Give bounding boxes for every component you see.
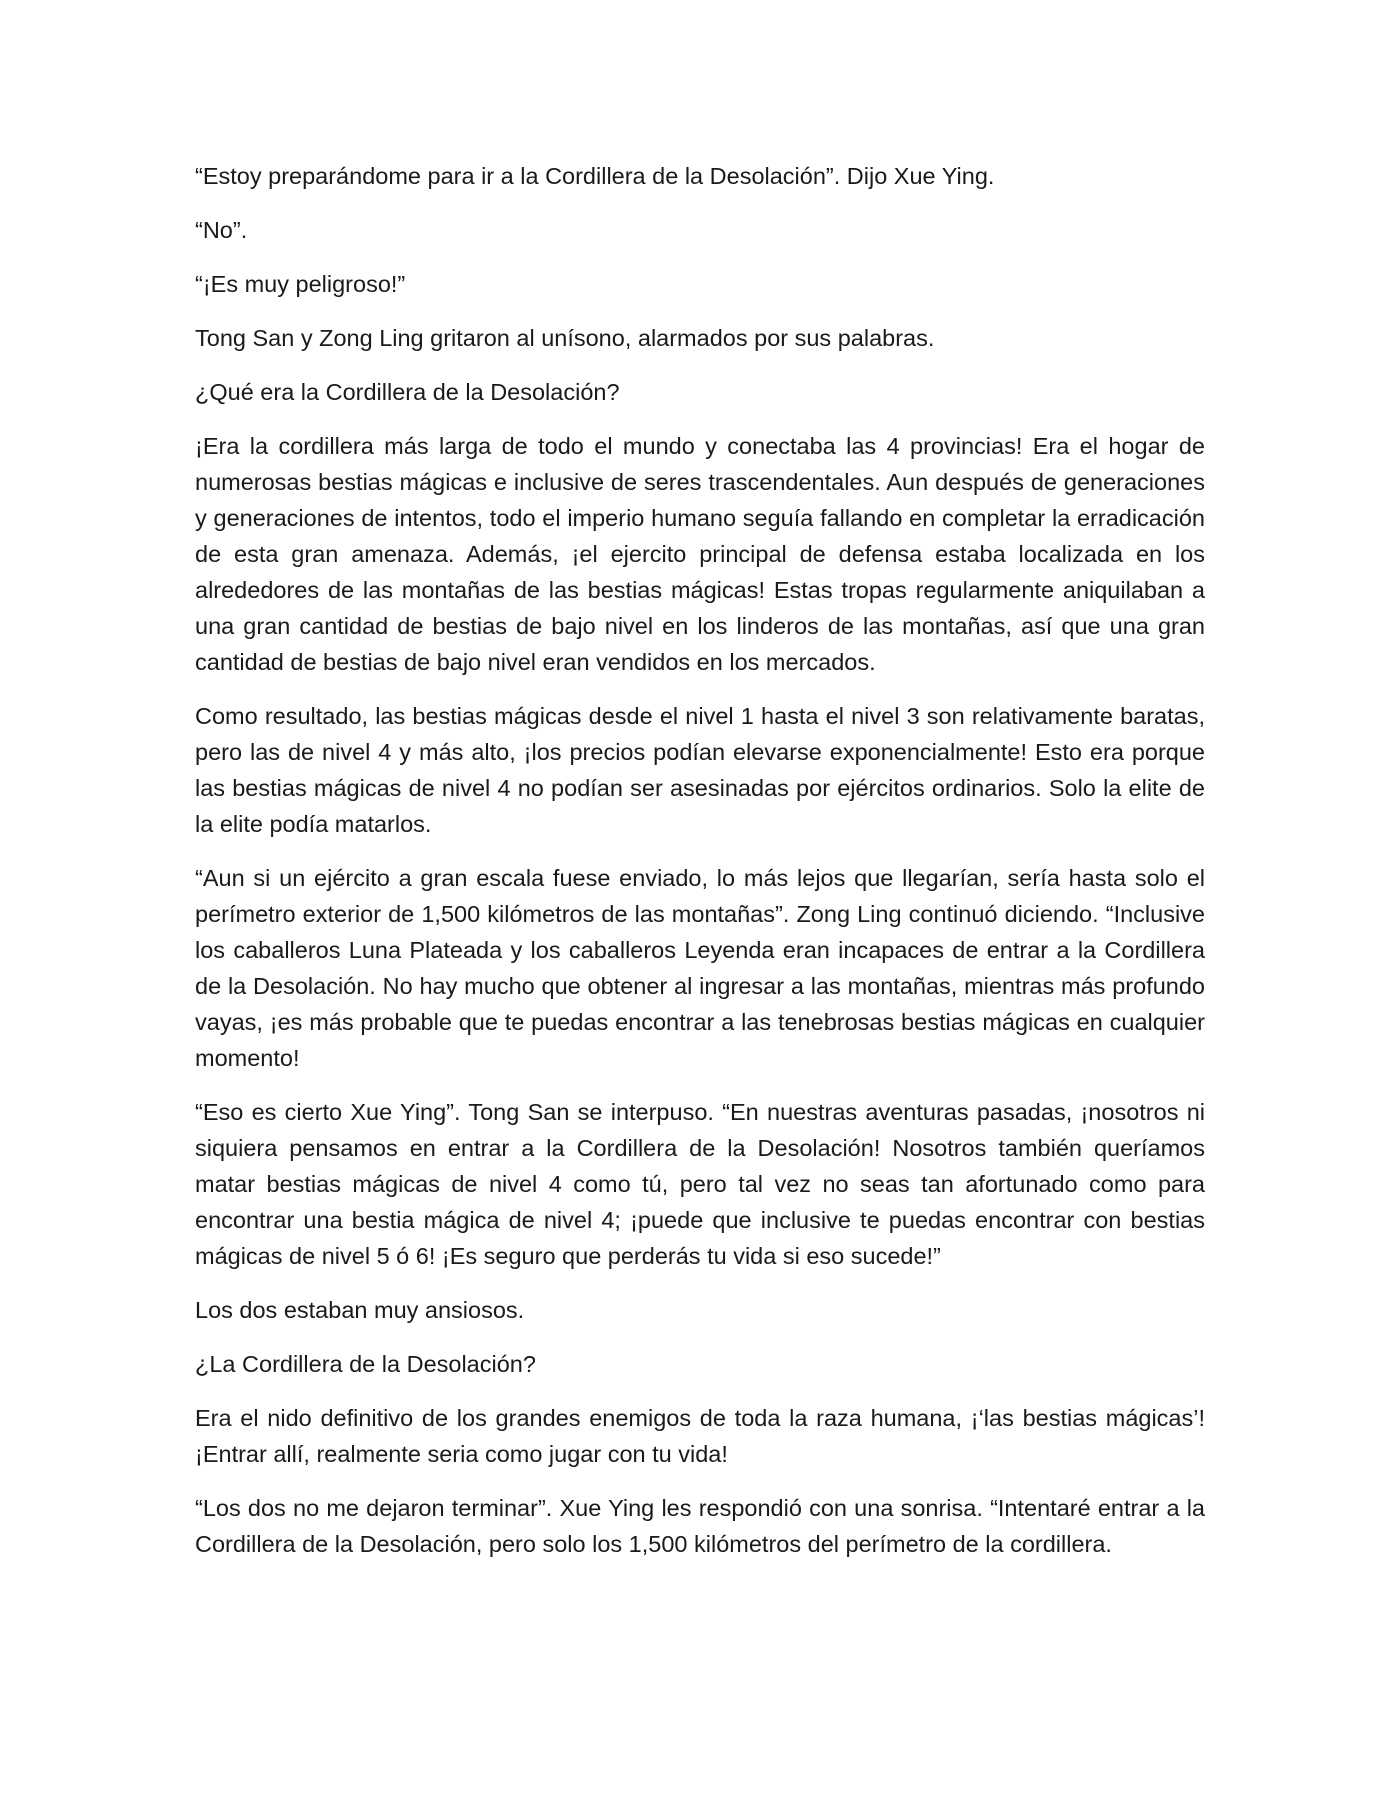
paragraph: Tong San y Zong Ling gritaron al unísono, alarmados por sus palabras. — [195, 325, 935, 351]
paragraph: Como resultado, las bestias mágicas desde el nivel 1 hasta el nivel 3 son relativamente baratas, pero las de nivel 4 y más alto, ¡los precios podían elevarse exponencialmente! Esto era porque las bestias mágicas de nivel 4 no podían ser asesinadas por ejércitos ordinarios. Solo la elite de la elite podía matarlos. — [195, 703, 1205, 837]
paragraph: “Aun si un ejército a gran escala fuese enviado, lo más lejos que llegarían, sería hasta solo el perímetro exterior de 1,500 kilómetros de las montañas”. Zong Ling continuó diciendo. “Inclusive los caballeros Luna Plateada y los caballeros Leyenda eran incapaces de entrar a la Cordillera de la Desolación. No hay mucho que obtener al ingresar a las montañas, mientras más profundo vayas, ¡es más probable que te puedas encontrar a las tenebrosas bestias mágicas en cualquier momento! — [195, 865, 1205, 1071]
paragraph: “¡Es muy peligroso!” — [195, 271, 406, 297]
paragraph: “No”. — [195, 217, 248, 243]
paragraph: ¿Qué era la Cordillera de la Desolación? — [195, 379, 620, 405]
document-body — [195, 158, 1205, 1580]
paragraph: “Estoy preparándome para ir a la Cordillera de la Desolación”. Dijo Xue Ying. — [195, 163, 995, 189]
paragraph: ¡Era la cordillera más larga de todo el mundo y conectaba las 4 provincias! Era el hogar de numerosas bestias mágicas e inclusive de seres trascendentales. Aun después de generaciones y generaciones de intentos, todo el imperio humano seguía fallando en completar la erradicación de esta gran amenaza. Además, ¡el ejercito principal de defensa estaba localizada en los alrededores de las montañas de las bestias mágicas! Estas tropas regularmente aniquilaban a una gran cantidad de bestias de bajo nivel en los linderos de las montañas, así que una gran cantidad de bestias de bajo nivel eran vendidos en los mercados. — [195, 433, 1205, 675]
paragraph: ¿La Cordillera de la Desolación? — [195, 1351, 536, 1377]
paragraph: “Eso es cierto Xue Ying”. Tong San se interpuso. “En nuestras aventuras pasadas, ¡nosotros ni siquiera pensamos en entrar a la Cordillera de la Desolación! Nosotros también queríamos matar bestias mágicas de nivel 4 como tú, pero tal vez no seas tan afortunado como para encontrar una bestia mágica de nivel 4; ¡puede que inclusive te puedas encontrar con bestias mágicas de nivel 5 ó 6! ¡Es seguro que perderás tu vida si eso sucede!” — [195, 1099, 1205, 1269]
paragraph: Los dos estaban muy ansiosos. — [195, 1297, 525, 1323]
paragraph: Era el nido definitivo de los grandes enemigos de toda la raza humana, ¡‘las bestias mágicas’! ¡Entrar allí, realmente seria como jugar con tu vida! — [195, 1405, 1205, 1467]
paragraph: “Los dos no me dejaron terminar”. Xue Ying les respondió con una sonrisa. “Intentaré entrar a la Cordillera de la Desolación, pero solo los 1,500 kilómetros del perímetro de la cordillera. — [195, 1495, 1205, 1557]
